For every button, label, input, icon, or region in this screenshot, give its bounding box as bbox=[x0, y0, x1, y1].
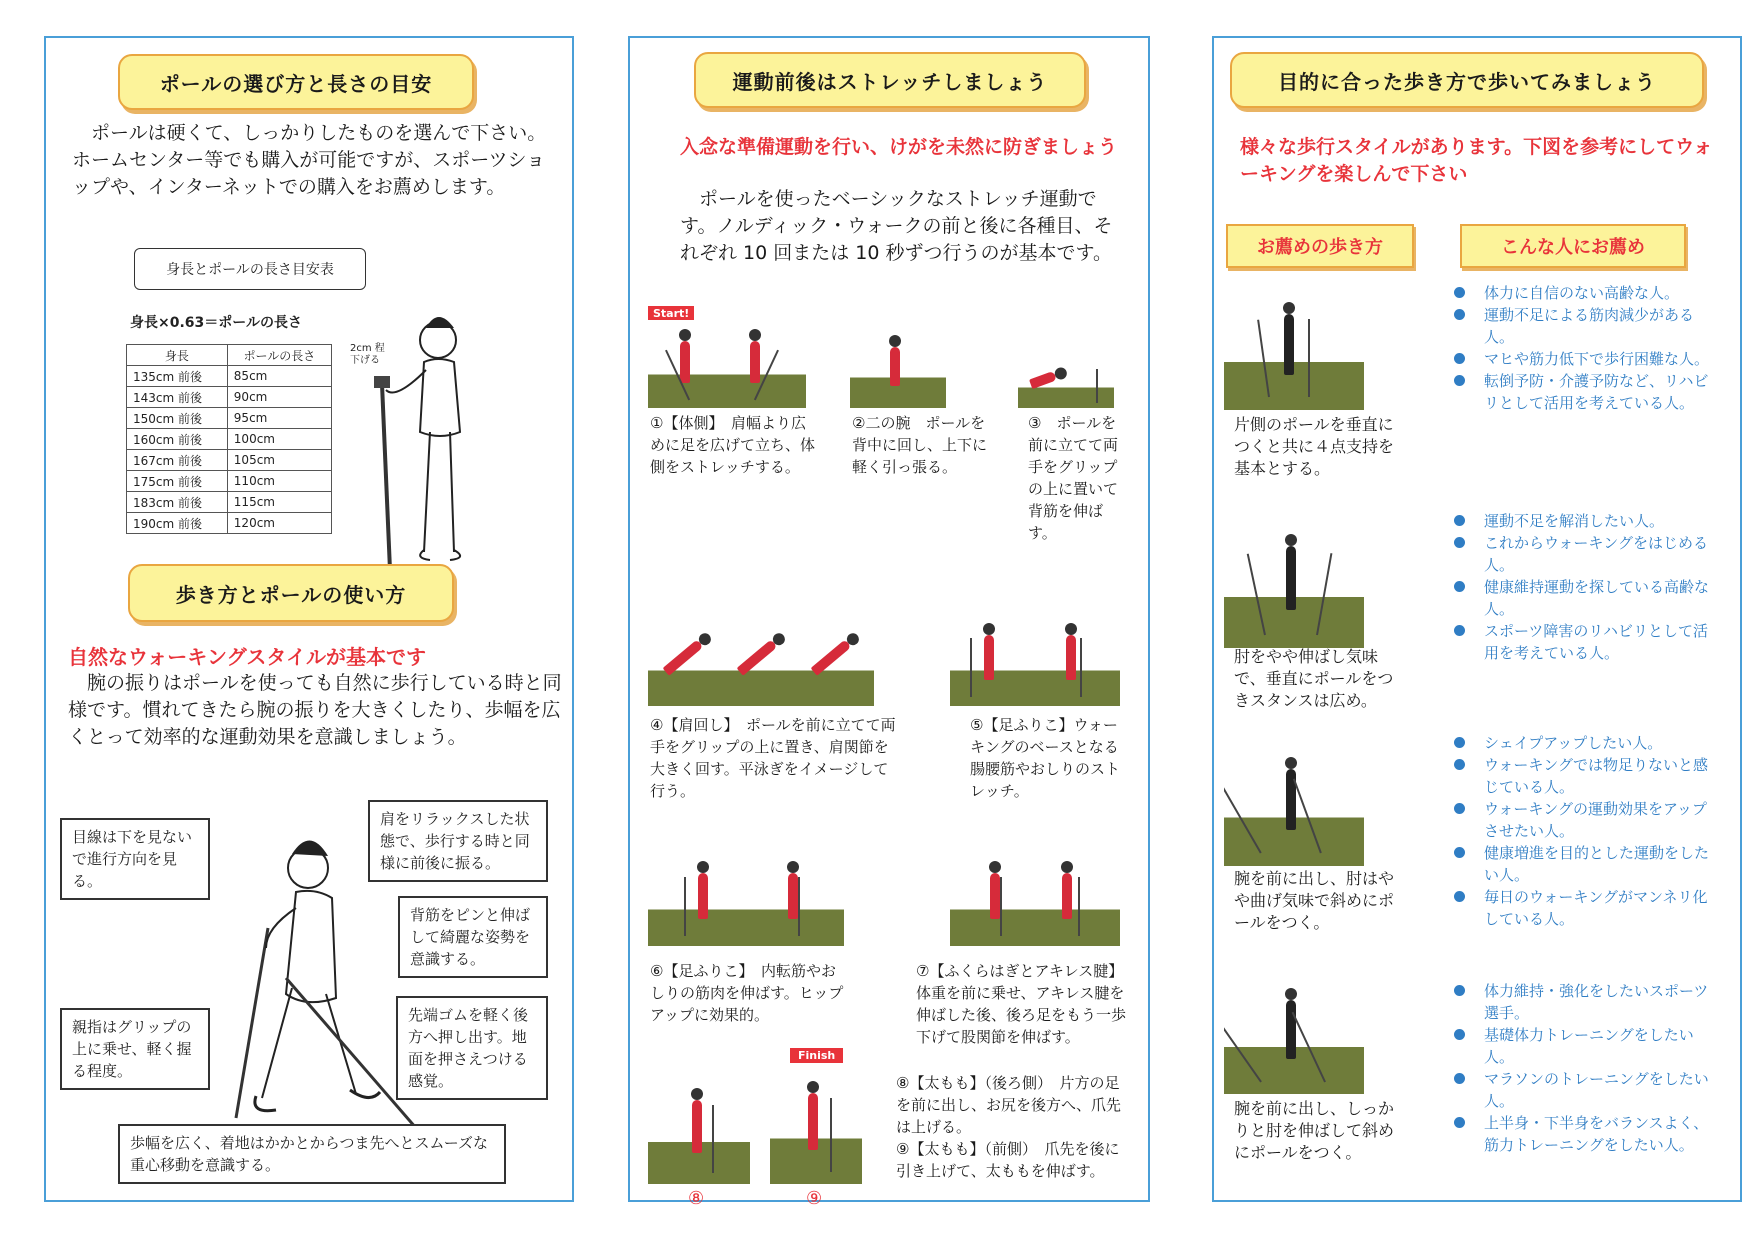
caption-stretch-8: ⑧【太もも】（後ろ側） 片方の足を前に出し、お尻を後方へ、爪先は上げる。 bbox=[896, 1074, 1122, 1136]
table-row bbox=[127, 513, 332, 534]
walk-style-3-caption: 腕を前に出し、肘はやや曲げ気味で斜めにポールをつく。 bbox=[1234, 869, 1395, 932]
caption-stretch-5: ⑤【足ふりこ】ウォーキングのベースとなる腸腰筋やおしりのストレッチ。 bbox=[970, 716, 1121, 800]
photo-stretch-1 bbox=[648, 320, 806, 408]
banner-walking-styles: 目的に合った歩き方で歩いてみましょう bbox=[1230, 52, 1704, 108]
list-item: ウォーキングの運動効果をアップさせたい人。 bbox=[1450, 798, 1720, 842]
walking-body-text: 腕の振りはポールを使っても自然に歩行している時と同様です。慣れてきたら腕の振りを大きくしたり、歩幅を広くとって効率的な運動効果を意識しましょう。 bbox=[68, 672, 562, 748]
list-item: 基礎体力トレーニングをしたい人。 bbox=[1450, 1024, 1720, 1068]
list-item: ウォーキングでは物足りないと感じている人。 bbox=[1450, 754, 1720, 798]
table-title: 身長とポールの長さ目安表 bbox=[134, 248, 366, 290]
list-item: 毎日のウォーキングがマンネリ化している人。 bbox=[1450, 886, 1720, 930]
photo-walk-style-2 bbox=[1224, 514, 1364, 648]
photo-stretch-7 bbox=[950, 850, 1120, 946]
finish-label: Finish bbox=[790, 1048, 843, 1063]
photo-stretch-8 bbox=[648, 1074, 750, 1184]
stretch-intro-text: ポールを使ったベーシックなストレッチ運動です。ノルディック・ウォークの前と後に各種目、それぞれ 10 回または 10 秒ずつ行うのが基本です。 bbox=[680, 188, 1113, 264]
caption-stretch-4: ④【肩回し】 ポールを前に立てて両手をグリップの上に置き、肩関節を大きく回す。平泳ぎをイメージして行う。 bbox=[650, 716, 896, 800]
list-item: 健康維持運動を探している高齢な人。 bbox=[1450, 576, 1720, 620]
list-item: 転倒予防・介護予防など、リハビリとして活用を考えている人。 bbox=[1450, 370, 1720, 414]
list-item: マヒや筋力低下で歩行困難な人。 bbox=[1450, 348, 1720, 370]
formula-text: 身長×0.63＝ポールの長さ bbox=[130, 315, 302, 331]
table-cell: 95cm bbox=[227, 408, 331, 429]
table-cell: 90cm bbox=[227, 387, 331, 408]
callout-stride: 歩幅を広く、着地はかかとからつま先へとスムーズな重心移動を意識する。 bbox=[118, 1124, 506, 1184]
caption-stretch-1: ①【体側】 肩幅より広めに足を広げて立ち、体側をストレッチする。 bbox=[650, 414, 816, 476]
table-cell: 85cm bbox=[227, 366, 331, 387]
table-header: 身長 bbox=[127, 345, 228, 366]
caption-stretch-9: ⑨【太もも】（前側） 爪先を後に引き上げて、太ももを伸ばす。 bbox=[896, 1140, 1120, 1180]
stretch-red-head: 入念な準備運動を行い、けがを未然に防ぎましょう bbox=[680, 136, 1118, 158]
table-cell: 183cm 前後 bbox=[127, 492, 228, 513]
standing-woman-illustration bbox=[346, 300, 506, 580]
table-header-row bbox=[127, 345, 332, 366]
banner-pole-selection: ポールの選び方と長さの目安 bbox=[118, 54, 474, 110]
table-cell: 190cm 前後 bbox=[127, 513, 228, 534]
table-cell: 105cm bbox=[227, 450, 331, 471]
photo-stretch-6 bbox=[648, 850, 844, 946]
pole-intro-text: ポールは硬くて、しっかりしたものを選んで下さい。ホームセンター等でも購入が可能ですが、スポーツショップや、インターネットでの購入をお薦めします。 bbox=[72, 122, 547, 198]
photo-stretch-3 bbox=[1018, 354, 1114, 408]
number-9: ⑨ bbox=[806, 1188, 823, 1209]
table-row bbox=[127, 387, 332, 408]
list-item: 体力に自信のない高齢な人。 bbox=[1450, 282, 1720, 304]
table-cell: 135cm 前後 bbox=[127, 366, 228, 387]
natural-walking-subhead: 自然なウォーキングスタイルが基本です bbox=[68, 645, 426, 669]
panel-pole-selection bbox=[44, 36, 574, 1202]
start-label: Start! bbox=[648, 306, 694, 321]
photo-stretch-2 bbox=[850, 328, 946, 408]
callout-shoulder: 肩をリラックスした状態で、歩行する時と同様に前後に振る。 bbox=[368, 800, 548, 882]
list-item: シェイプアップしたい人。 bbox=[1450, 732, 1720, 754]
table-cell: 150cm 前後 bbox=[127, 408, 228, 429]
list-item: 健康増進を目的とした運動をしたい人。 bbox=[1450, 842, 1720, 886]
table-cell: 143cm 前後 bbox=[127, 387, 228, 408]
walk-style-1-list bbox=[1450, 282, 1720, 414]
photo-walk-style-1 bbox=[1224, 284, 1364, 410]
walking-styles-red-head: 様々な歩行スタイルがあります。下図を参考にしてウォーキングを楽しんで下さい bbox=[1240, 136, 1713, 185]
photo-stretch-5 bbox=[950, 612, 1120, 706]
height-pole-table bbox=[126, 344, 332, 534]
walk-style-1-caption: 片側のポールを垂直につくと共に４点支持を基本とする。 bbox=[1234, 415, 1395, 478]
caption-stretch-7: ⑦【ふくらはぎとアキレス腱】 体重を前に乗せ、アキレス腱を伸ばした後、後ろ足をもう一歩下げて股関節を伸ばす。 bbox=[916, 962, 1131, 1046]
table-row bbox=[127, 450, 332, 471]
walk-style-2-caption: 肘をやや伸ばし気味で、垂直にポールをつきスタンスは広め。 bbox=[1234, 647, 1394, 710]
banner-stretching: 運動前後はストレッチしましょう bbox=[694, 52, 1086, 108]
walk-style-3-list bbox=[1450, 732, 1720, 930]
note-2cm: 2cm 程下げる bbox=[350, 343, 385, 366]
table-cell: 167cm 前後 bbox=[127, 450, 228, 471]
photo-stretch-9 bbox=[770, 1064, 862, 1184]
walk-style-4-caption: 腕を前に出し、しっかりと肘を伸ばして斜めにポールをつく。 bbox=[1234, 1099, 1395, 1162]
callout-thumb: 親指はグリップの上に乗せ、軽く握る程度。 bbox=[60, 1008, 210, 1090]
table-header: ポールの長さ bbox=[227, 345, 331, 366]
list-item: 上半身・下半身をバランスよく、筋力トレーニングをしたい人。 bbox=[1450, 1112, 1720, 1156]
recommended-for-label: こんな人にお薦め bbox=[1460, 224, 1686, 268]
table-row bbox=[127, 408, 332, 429]
table-row bbox=[127, 471, 332, 492]
list-item: スポーツ障害のリハビリとして活用を考えている人。 bbox=[1450, 620, 1720, 664]
panel-stretching bbox=[628, 36, 1150, 1209]
table-cell: 100cm bbox=[227, 429, 331, 450]
table-row bbox=[127, 366, 332, 387]
walk-style-4-list bbox=[1450, 980, 1720, 1156]
callout-back: 背筋をピンと伸ばして綺麗な姿勢を意識する。 bbox=[398, 896, 548, 978]
banner-walking-method: 歩き方とポールの使い方 bbox=[128, 564, 454, 622]
table-cell: 160cm 前後 bbox=[127, 429, 228, 450]
caption-stretch-3: ③ ポールを前に立てて両手をグリップの上に置いて背筋を伸ばす。 bbox=[1028, 414, 1119, 542]
table-cell: 110cm bbox=[227, 471, 331, 492]
list-item: 運動不足による筋肉減少がある人。 bbox=[1450, 304, 1720, 348]
list-item: マラソンのトレーニングをしたい人。 bbox=[1450, 1068, 1720, 1112]
caption-stretch-6: ⑥【足ふりこ】 内転筋やおしりの筋肉を伸ばす。ヒップアップに効果的。 bbox=[650, 962, 844, 1024]
list-item: 体力維持・強化をしたいスポーツ選手。 bbox=[1450, 980, 1720, 1024]
table-row bbox=[127, 429, 332, 450]
caption-stretch-2: ②二の腕 ポールを背中に回し、上下に軽く引っ張る。 bbox=[852, 414, 988, 476]
photo-stretch-4 bbox=[648, 612, 874, 706]
table-row bbox=[127, 492, 332, 513]
table-cell: 175cm 前後 bbox=[127, 471, 228, 492]
table-cell: 115cm bbox=[227, 492, 331, 513]
photo-walk-style-4 bbox=[1224, 970, 1364, 1094]
list-item: これからウォーキングをはじめる人。 bbox=[1450, 532, 1720, 576]
callout-gaze: 目線は下を見ないで進行方向を見る。 bbox=[60, 818, 210, 900]
number-8: ⑧ bbox=[688, 1188, 705, 1209]
recommended-walk-label: お薦めの歩き方 bbox=[1226, 224, 1414, 268]
walk-style-2-list bbox=[1450, 510, 1720, 664]
callout-tip: 先端ゴムを軽く後方へ押し出す。地面を押さえつける感覚。 bbox=[396, 996, 548, 1100]
list-item: 運動不足を解消したい人。 bbox=[1450, 510, 1720, 532]
photo-walk-style-3 bbox=[1224, 738, 1364, 866]
panel-walking-styles bbox=[1212, 36, 1742, 1202]
table-cell: 120cm bbox=[227, 513, 331, 534]
